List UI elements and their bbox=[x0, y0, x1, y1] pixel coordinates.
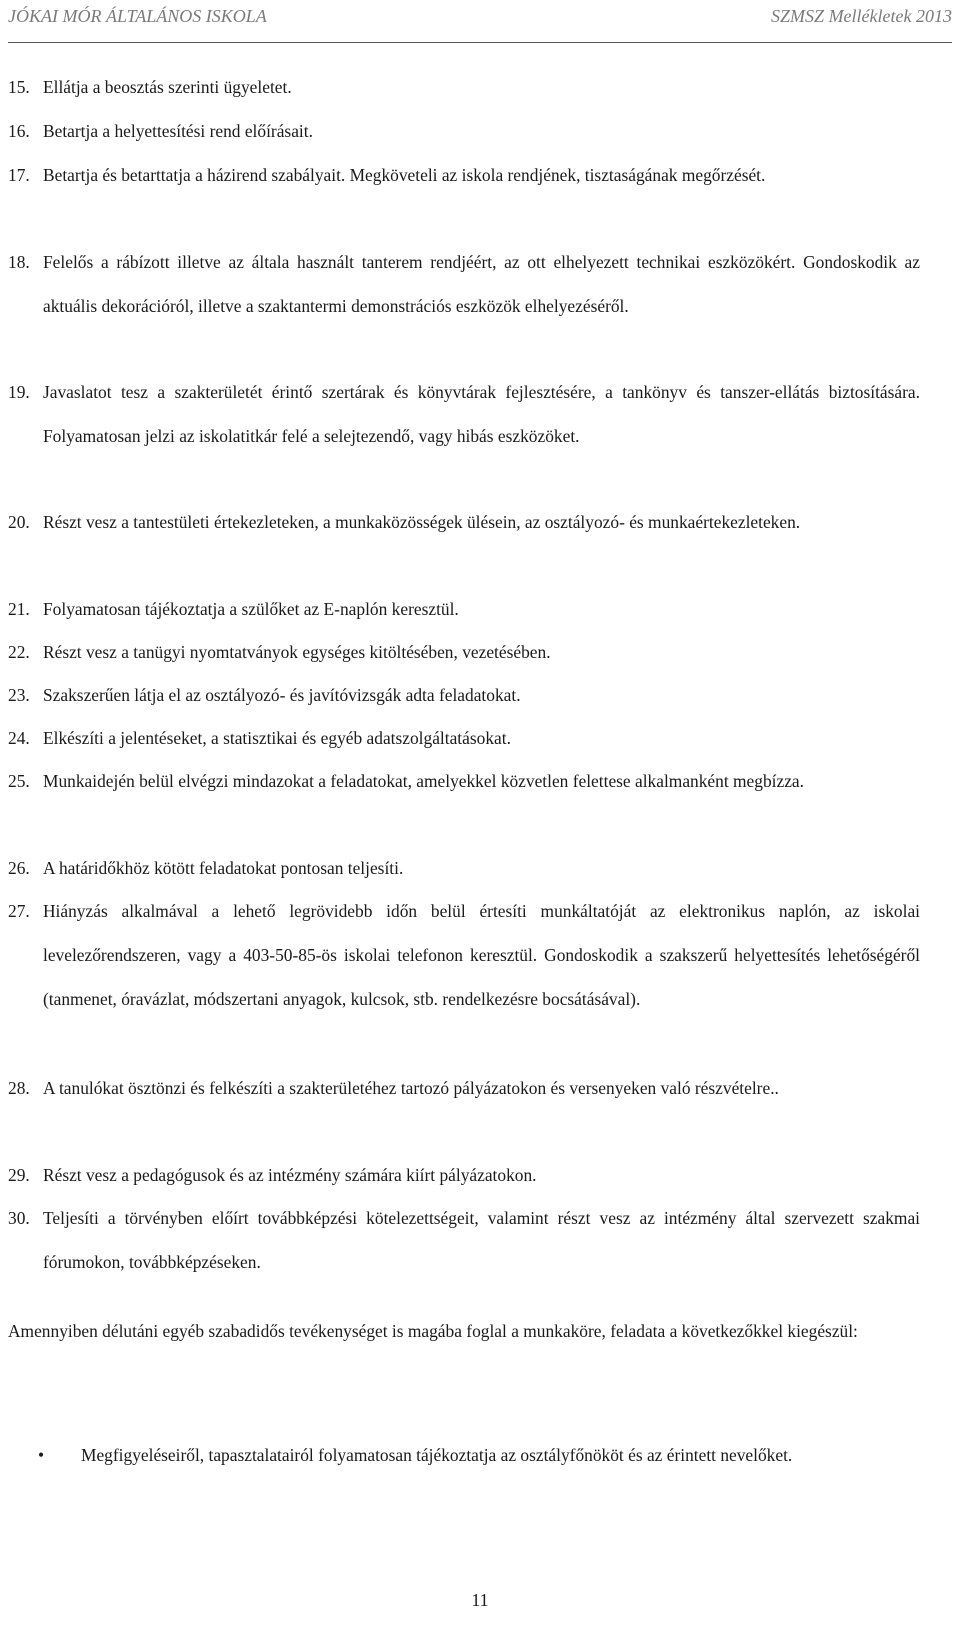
list-item bbox=[8, 673, 920, 717]
list-item-number: 15. bbox=[8, 77, 30, 97]
bullet-text: Megfigyeléseiről, tapasztalatairól folyamatosan tájékoztatja az osztályfőnököt és az érintett nevelőket. bbox=[81, 1445, 793, 1465]
list-item-text: Folyamatosan tájékoztatja a szülőket az E-naplón keresztül. bbox=[43, 599, 459, 619]
list-item-text: A tanulókat ösztönzi és felkészíti a szakterületéhez tartozó pályázatokon és versenyeken való részvételre.. bbox=[43, 1078, 779, 1098]
page-number: 11 bbox=[471, 1590, 489, 1610]
list-item bbox=[8, 1153, 920, 1197]
list-item bbox=[8, 500, 920, 544]
list-item-text: Felelős a rábízott illetve az általa használt tanterem rendjéért, az ott elhelyezett technikai eszközökért. Gondoskodik az aktuális dekorációról, illetve a szaktantermi demonstrációs eszközök elhelyezéséről. bbox=[43, 252, 920, 316]
list-item-text: Munkaidején belül elvégzi mindazokat a feladatokat, amelyekkel közvetlen felettese alkalmanként megbízza. bbox=[43, 771, 804, 791]
list-item-number: 23. bbox=[8, 685, 30, 705]
list-item-number: 25. bbox=[8, 771, 30, 791]
list-item-number: 26. bbox=[8, 858, 30, 878]
list-item bbox=[8, 71, 920, 103]
list-item-number: 19. bbox=[8, 382, 30, 402]
list-item-number: 30. bbox=[8, 1208, 30, 1228]
body-paragraph: Amennyiben délutáni egyéb szabadidős tevékenységet is magába foglal a munkaköre, feladata a következőkkel kiegészül: bbox=[8, 1321, 858, 1341]
list-item-number: 27. bbox=[8, 901, 30, 921]
list-item-number: 29. bbox=[8, 1165, 30, 1185]
list-item bbox=[8, 889, 920, 1021]
page-header bbox=[8, 0, 952, 43]
list-item-number: 16. bbox=[8, 121, 30, 141]
list-item-text: Betartja és betarttatja a házirend szabályait. Megköveteli az iskola rendjének, tisztaságának megőrzését. bbox=[43, 165, 766, 185]
list-item-text: Elkészíti a jelentéseket, a statisztikai és egyéb adatszolgáltatásokat. bbox=[43, 728, 511, 748]
list-item-number: 18. bbox=[8, 252, 30, 272]
header-school-name: JÓKAI MÓR ÁLTALÁNOS ISKOLA bbox=[8, 6, 267, 26]
header-document-title: SZMSZ Mellékletek 2013 bbox=[771, 6, 952, 26]
list-item-number: 24. bbox=[8, 728, 30, 748]
list-item bbox=[8, 240, 920, 328]
list-item-text: Ellátja a beosztás szerinti ügyeletet. bbox=[43, 77, 292, 97]
list-item-text: Szakszerűen látja el az osztályozó- és javítóvizsgák adta feladatokat. bbox=[43, 685, 521, 705]
list-item-number: 20. bbox=[8, 512, 30, 532]
list-item-text: Hiányzás alkalmával a lehető legrövidebb időn belül értesíti munkáltatóját az elektronikus naplón, az iskolai levelezőrendszeren, vagy a 403-50-85-ös iskolai telefonon keresztül. Gondoskodik a szakszerű helyettesítés lehetőségéről (tanmenet, óravázlat, módszertani anyagok, kulcsok, stb. rendelkezésre bocsátásával). bbox=[43, 901, 920, 1009]
list-item bbox=[8, 370, 920, 458]
list-item bbox=[8, 587, 920, 631]
list-item-text: Részt vesz a pedagógusok és az intézmény számára kiírt pályázatokon. bbox=[43, 1165, 537, 1185]
list-item bbox=[8, 1196, 920, 1284]
bullet-item bbox=[8, 1433, 920, 1477]
list-item bbox=[8, 759, 920, 803]
list-item bbox=[8, 716, 920, 760]
list-item-number: 28. bbox=[8, 1078, 30, 1098]
list-item-number: 22. bbox=[8, 642, 30, 662]
list-item bbox=[8, 159, 920, 191]
list-item-text: Betartja a helyettesítési rend előírásait. bbox=[43, 121, 313, 141]
list-item-text: Részt vesz a tanügyi nyomtatványok egységes kitöltésében, vezetésében. bbox=[43, 642, 551, 662]
list-item-number: 21. bbox=[8, 599, 30, 619]
list-item bbox=[8, 630, 920, 674]
list-item-text: Javaslatot tesz a szakterületét érintő szertárak és könyvtárak fejlesztésére, a tankönyv és tanszer-ellátás biztosítására. Folyamatosan jelzi az iskolatitkár felé a selejtezendő, vagy hibás eszközöket. bbox=[43, 382, 920, 446]
list-item-number: 17. bbox=[8, 165, 30, 185]
list-item-text: A határidőkhöz kötött feladatokat pontosan teljesíti. bbox=[43, 858, 404, 878]
list-item bbox=[8, 115, 920, 147]
list-item bbox=[8, 846, 920, 890]
list-item-text: Részt vesz a tantestületi értekezleteken, a munkaközösségek ülésein, az osztályozó- és munkaértekezleteken. bbox=[43, 512, 801, 532]
bullet-marker: • bbox=[38, 1445, 45, 1465]
list-item bbox=[8, 1066, 920, 1110]
list-item-text: Teljesíti a törvényben előírt továbbképzési kötelezettségeit, valamint részt vesz az intézmény által szervezett szakmai fórumokon, továbbképzéseken. bbox=[43, 1208, 920, 1272]
